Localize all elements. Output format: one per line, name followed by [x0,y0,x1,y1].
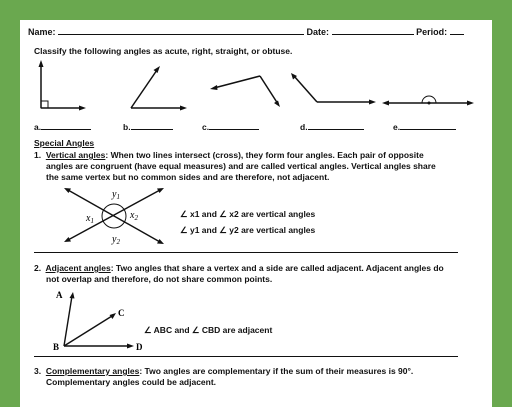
answer-a-field[interactable] [41,121,91,130]
point-c: C [118,308,125,318]
vertical-angles-term: Vertical angles [45,150,106,160]
divider-2 [34,356,458,357]
adjacent-angles-line-1: 2. Adjacent angles: Two angles that share a vertex and a side are called adjacent. Adjacent angles do [34,263,444,273]
complementary-angles-line-1: 3. Complementary angles: Two angles are complementary if the sum of their measures is 90°. [34,366,414,376]
label-x2: $x_2$ [130,210,138,222]
complementary-angles-line-2: Complementary angles could be adjacent. [46,377,217,387]
vertical-statement-2: ∠ y1 and ∠ y2 are vertical angles [180,225,316,235]
header-row [28,26,464,37]
special-angles-heading: Special Angles [34,138,95,148]
adjacent-angles-line-2: not overlap and therefore, do not share common points. [46,274,273,284]
answer-a: a. [34,121,91,132]
vertical-statement-1: ∠ x1 and ∠ x2 are vertical angles [180,209,316,219]
point-b: B [53,342,60,352]
label-y2: $y_2$ [112,234,120,246]
classify-angles-figure [20,58,492,124]
period-label: Period: [416,27,448,37]
answer-e-field[interactable] [400,121,456,130]
point-a: A [56,290,63,300]
period-field[interactable] [450,26,464,35]
point-d: D [136,342,143,352]
complementary-angles-term: Complementary angles [45,366,140,376]
angle-b-figure [131,66,187,111]
answer-b: b. [123,121,173,132]
answer-d: d. [300,121,364,132]
angle-d-figure [291,73,376,105]
date-label: Date: [306,27,330,37]
vertical-angles-line-2: angles are congruent (have equal measures) and are called vertical angles. Vertical angles share [46,161,436,171]
classify-instruction: Classify the following angles as acute, right, straight, or obtuse. [34,46,293,56]
name-field[interactable] [58,26,304,35]
angle-c-figure [210,76,280,107]
answer-d-field[interactable] [308,121,364,130]
angle-a-figure [39,60,87,111]
vertical-angles-line-3: the same vertex but no common sides and are therefore, not adjacent. [46,172,330,182]
answer-e: e. [393,121,456,132]
vertical-angles-figure [60,184,170,246]
name-label: Name: [28,27,56,37]
date-field[interactable] [332,26,414,35]
adjacent-statement: ∠ ABC and ∠ CBD are adjacent [144,325,273,335]
worksheet-page [20,20,492,407]
label-y1: $y_1$ [112,189,120,201]
answer-b-field[interactable] [131,121,173,130]
label-x1: $x_1$ [86,213,94,225]
angle-e-figure [382,96,474,106]
adjacent-angles-figure [50,284,160,354]
answer-c-field[interactable] [209,121,259,130]
divider-1 [34,252,458,253]
answer-c: c. [202,121,259,132]
adjacent-angles-term: Adjacent angles [45,263,111,273]
vertical-angles-line-1: 1. Vertical angles: When two lines intersect (cross), they form four angles. Each pair of opposite [34,150,424,160]
